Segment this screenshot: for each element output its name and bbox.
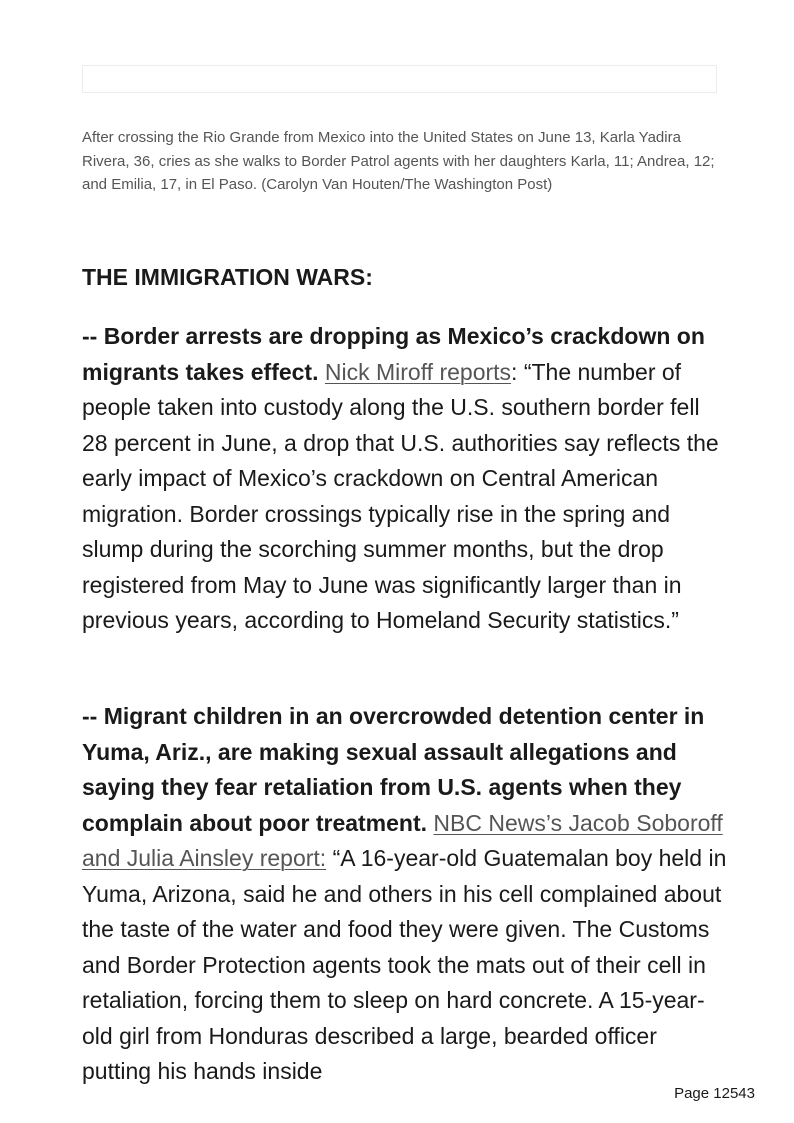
section-heading: THE IMMIGRATION WARS: <box>82 264 373 290</box>
item-body: “A 16-year-old Guatemalan boy held in Yuma, Arizona, said he and others in his cell complained about the taste of the water and food they were given. The Customs and Border Protection agents took the mats out of their cell in retaliation, forcing them to sleep on hard concrete. A 15-year-old girl from Honduras described a large, bearded officer putting his hands inside <box>82 845 727 1084</box>
source-link[interactable]: Nick Miroff reports <box>324 358 512 385</box>
page-number: Page 12543 <box>674 1085 755 1102</box>
item-headline: -- Border arrests are dropping as Mexico’s crackdown on migrants takes effect. <box>82 323 705 385</box>
item-headline: -- Migrant children in an overcrowded detention center in Yuma, Ariz., are making sexual assault allegations and saying they fear retaliation from U.S. agents when they complain about poor treatment. <box>82 703 705 836</box>
item-body: : “The number of people taken into custody along the U.S. southern border fell 28 percent in June, a drop that U.S. authorities say reflects the early impact of Mexico’s crackdown on Central American migration. Border crossings typically rise in the spring and slump during the scorching summer months, but the drop registered from May to June was significantly larger than in previous years, according to Homeland Security statistics.” <box>82 358 719 633</box>
news-item <box>82 699 727 1090</box>
source-link[interactable]: NBC News’s Jacob Soboroff and Julia Ainsley report: <box>82 809 723 871</box>
news-item <box>82 319 727 639</box>
photo-frame <box>82 65 717 93</box>
photo-caption: After crossing the Rio Grande from Mexico into the United States on June 13, Karla Yadira Rivera, 36, cries as she walks to Border Patrol agents with her daughters Karla, 11; Andrea, 12; and Emilia, 17, in El Paso. (Carolyn Van Houten/The Washington Post) <box>82 129 715 193</box>
